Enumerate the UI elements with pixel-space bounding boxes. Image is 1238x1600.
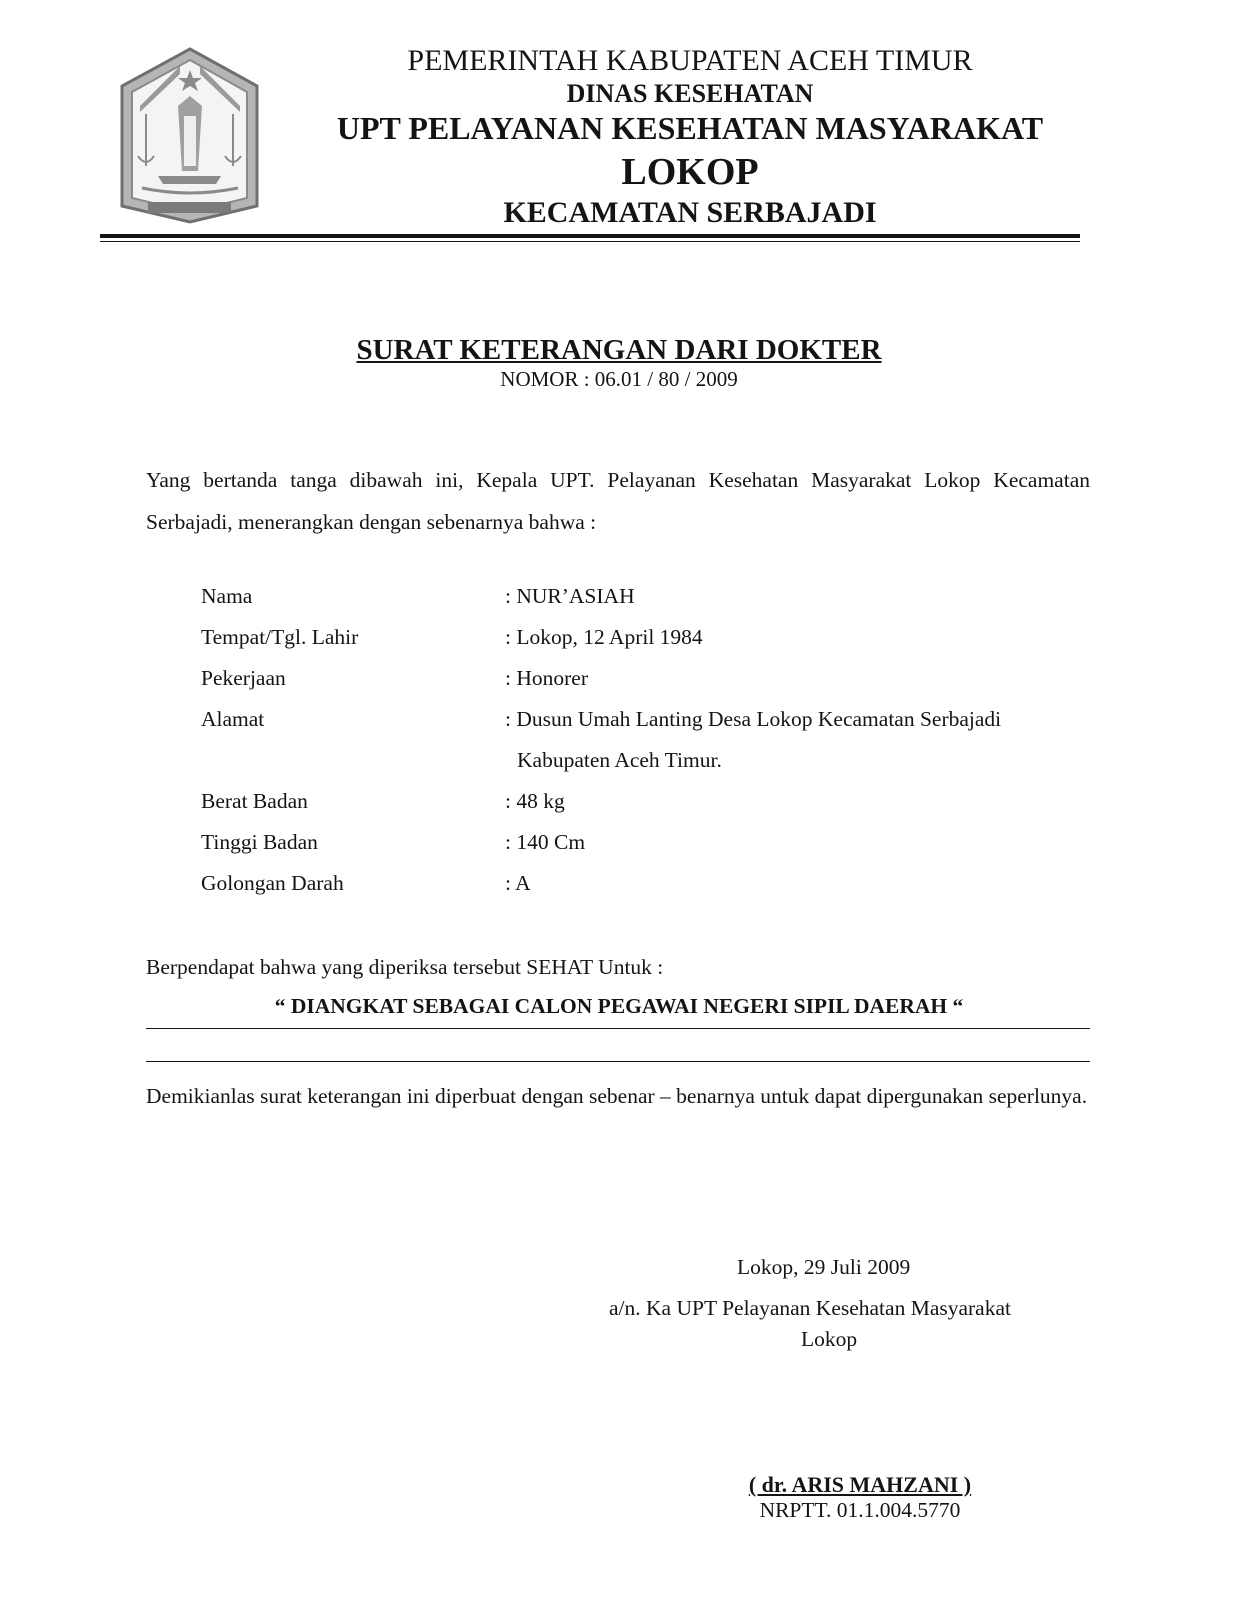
purpose-statement: “ DIANGKAT SEBAGAI CALON PEGAWAI NEGERI SIPIL DAERAH “ [274,994,964,1018]
field-label-weight: Berat Badan [201,789,308,813]
field-label-name: Nama [201,584,253,608]
field-value-weight: : 48 kg [505,789,565,813]
signature-on-behalf: a/n. Ka UPT Pelayanan Kesehatan Masyarakat [609,1296,1011,1320]
field-value-height: : 140 Cm [505,830,586,854]
letterhead-location: LOKOP [621,151,759,193]
field-value-address: : Dusun Umah Lanting Desa Lokop Kecamatan Serbajadi [505,707,1002,731]
closing-paragraph: Demikianlas surat keterangan ini diperbuat dengan sebenar – benarnya untuk dapat dipergunakan seperlunya. [146,1084,1088,1108]
field-label-blood-type: Golongan Darah [201,871,344,895]
field-value-blood-type: : A [505,871,531,895]
field-value-birth: : Lokop, 12 April 1984 [505,625,703,649]
opinion-statement: Berpendapat bahwa yang diperiksa tersebut SEHAT Untuk : [146,955,664,979]
letterhead-divider-thick [100,234,1080,238]
signature-on-behalf-place: Lokop [801,1327,858,1351]
regency-emblem-logo [118,46,261,226]
letterhead-department: DINAS KESEHATAN [566,79,814,108]
document-number: NOMOR : 06.01 / 80 / 2009 [500,367,738,391]
signature-place-date: Lokop, 29 Juli 2009 [737,1255,911,1279]
letterhead-divider-thin [100,241,1080,242]
letterhead-unit: UPT PELAYANAN KESEHATAN MASYARAKAT [336,110,1044,146]
document-title: SURAT KETERANGAN DARI DOKTER [356,334,882,366]
field-value-name: : NUR’ASIAH [505,584,635,608]
field-label-address: Alamat [201,707,265,731]
field-value-address-continued: Kabupaten Aceh Timur. [517,748,722,772]
letterhead-district: KECAMATAN SERBAJADI [503,196,877,229]
signatory-name: ( dr. ARIS MAHZANI ) [748,1472,972,1497]
intro-paragraph: Yang bertanda tanga dibawah ini, Kepala UPT. Pelayanan Kesehatan Masyarakat Lokop Kecamatan Serbajadi, menerangkan dengan sebenarnya bahwa : [146,468,1090,534]
field-label-birth: Tempat/Tgl. Lahir [201,625,359,649]
purpose-underline-1 [146,1028,1090,1029]
letterhead-government: PEMERINTAH KABUPATEN ACEH TIMUR [407,44,973,77]
signatory-id-number: NRPTT. 01.1.004.5770 [759,1498,961,1522]
field-label-occupation: Pekerjaan [201,666,286,690]
field-value-occupation: : Honorer [505,666,588,690]
purpose-underline-2 [146,1061,1090,1062]
field-label-height: Tinggi Badan [201,830,318,854]
